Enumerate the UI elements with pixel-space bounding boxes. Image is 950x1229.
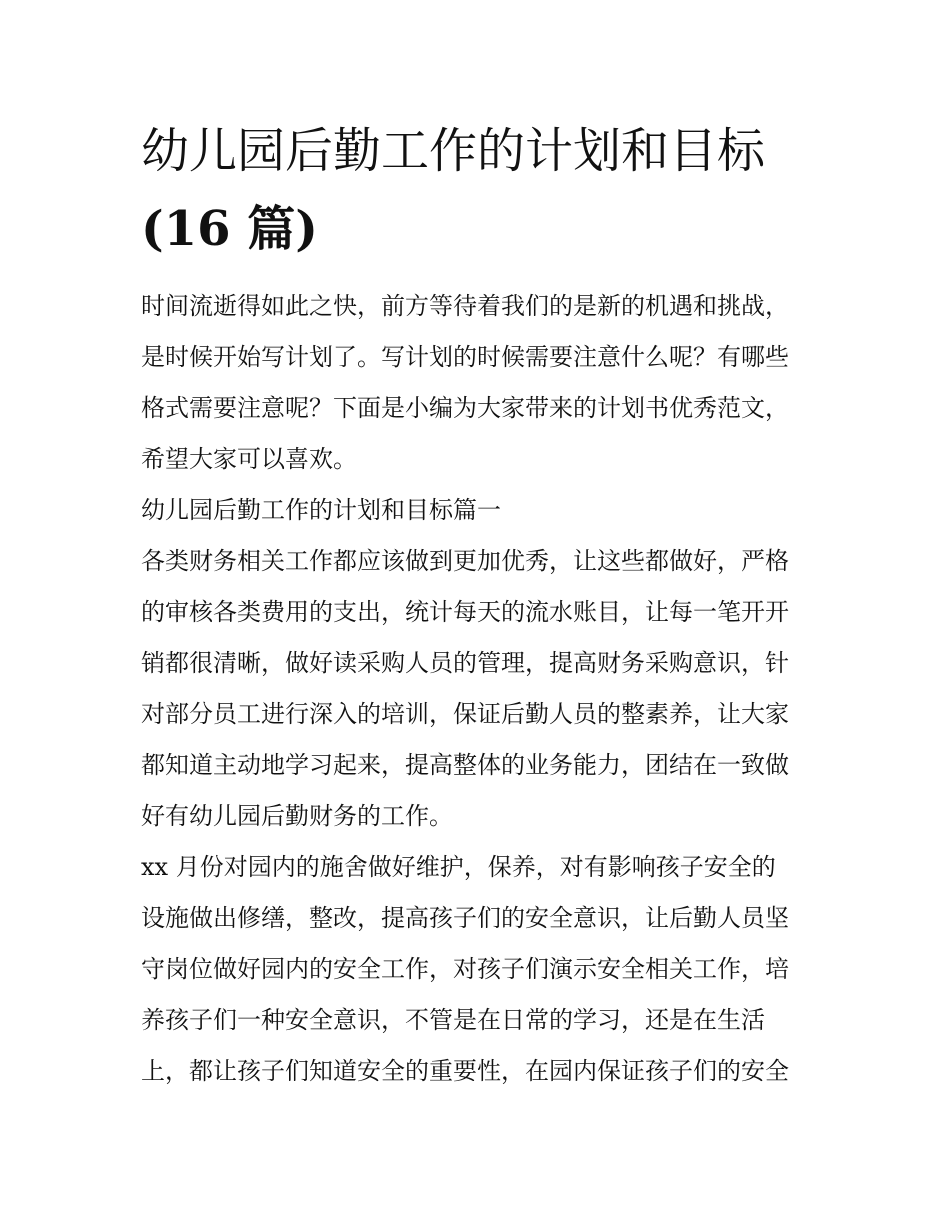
section-heading: [141, 485, 813, 536]
body-paragraph-1: [141, 536, 813, 842]
paragraph-line: 销都很清晰，做好读采购人员的管理，提高财务采购意识，针: [141, 649, 789, 677]
intro-line: 格式需要注意呢？下面是小编为大家带来的计划书优秀范文，: [141, 394, 789, 422]
document-content: [141, 112, 813, 1097]
document-title: [141, 112, 813, 268]
paragraph-line: 对部分员工进行深入的培训，保证后勤人员的整素养，让大家: [141, 700, 789, 728]
paragraph-line: 各类财务相关工作都应该做到更加优秀，让这些都做好，严格: [141, 547, 789, 575]
intro-paragraph: [141, 281, 813, 485]
section-heading-text: 幼儿园后勤工作的计划和目标篇一: [141, 496, 501, 524]
paragraph-line: 养孩子们一种安全意识，不管是在日常的学习，还是在生活: [141, 1006, 765, 1034]
paragraph-line: 都知道主动地学习起来，提高整体的业务能力，团结在一致做: [141, 751, 789, 779]
title-line-2: (16 篇): [141, 201, 318, 257]
paragraph-line: 好有幼儿园后勤财务的工作。: [141, 802, 453, 830]
intro-line: 是时候开始写计划了。写计划的时候需要注意什么呢？有哪些: [141, 343, 789, 371]
body-paragraph-2: [141, 842, 813, 1097]
paragraph-line: 设施做出修缮，整改，提高孩子们的安全意识，让后勤人员坚: [141, 904, 789, 932]
title-line-1: 幼儿园后勤工作的计划和目标: [141, 123, 766, 179]
paragraph-line: 的审核各类费用的支出，统计每天的流水账目，让每一笔开开: [141, 598, 789, 626]
paragraph-line: xx 月份对园内的施舍做好维护，保养，对有影响孩子安全的: [141, 853, 776, 881]
paragraph-line: 守岗位做好园内的安全工作，对孩子们演示安全相关工作，培: [141, 955, 789, 983]
intro-line: 希望大家可以喜欢。: [141, 445, 357, 473]
intro-line: 时间流逝得如此之快，前方等待着我们的是新的机遇和挑战，: [141, 292, 789, 320]
paragraph-line: 上，都让孩子们知道安全的重要性，在园内保证孩子们的安全: [141, 1057, 789, 1085]
